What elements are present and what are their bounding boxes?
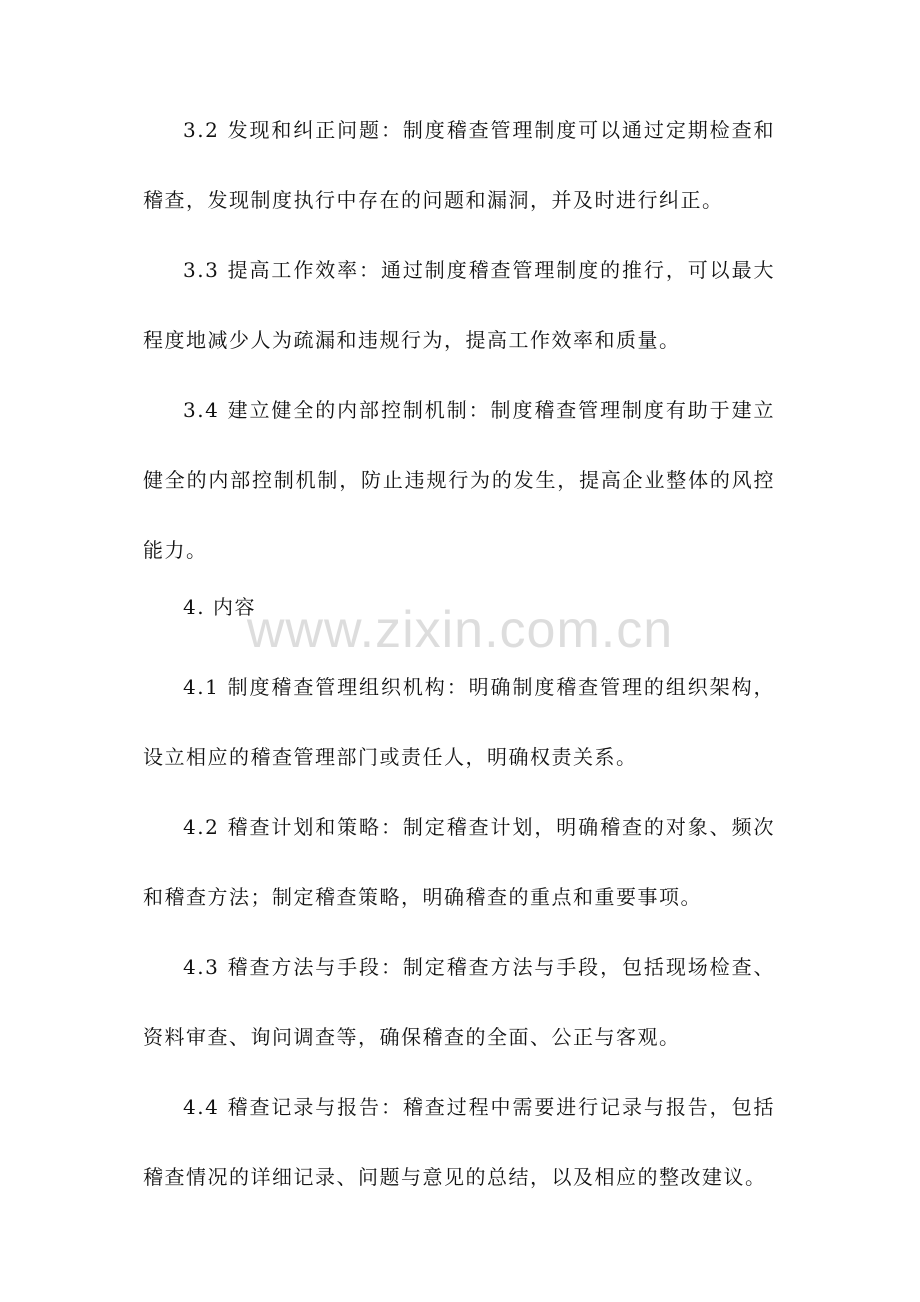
paragraph-4-4: 4.4 稽查记录与报告：稽查过程中需要进行记录与报告，包括稽查情况的详细记录、问题与意见的总结，以及相应的整改建议。 [143,1095,775,1189]
paragraph-4-1: 4.1 制度稽查管理组织机构：明确制度稽查管理的组织架构，设立相应的稽查管理部门或责任人，明确权责关系。 [143,675,775,769]
paragraph-3-3: 3.3 提高工作效率：通过制度稽查管理制度的推行，可以最大程度地减少人为疏漏和违规行为，提高工作效率和质量。 [143,258,775,352]
section-heading-4: 4. 内容 [183,595,256,619]
paragraph-3-2: 3.2 发现和纠正问题：制度稽查管理制度可以通过定期检查和稽查，发现制度执行中存在的问题和漏洞，并及时进行纠正。 [143,118,775,212]
paragraph-4-3: 4.3 稽查方法与手段：制定稽查方法与手段，包括现场检查、资料审查、询问调查等，确保稽查的全面、公正与客观。 [143,955,775,1049]
paragraph-3-4: 3.4 建立健全的内部控制机制：制度稽查管理制度有助于建立健全的内部控制机制，防止违规行为的发生，提高企业整体的风控能力。 [143,398,775,562]
paragraph-4-2: 4.2 稽查计划和策略：制定稽查计划，明确稽查的对象、频次和稽查方法；制定稽查策略，明确稽查的重点和重要事项。 [143,815,775,909]
watermark: www.zixin.com.cn [246,601,674,659]
